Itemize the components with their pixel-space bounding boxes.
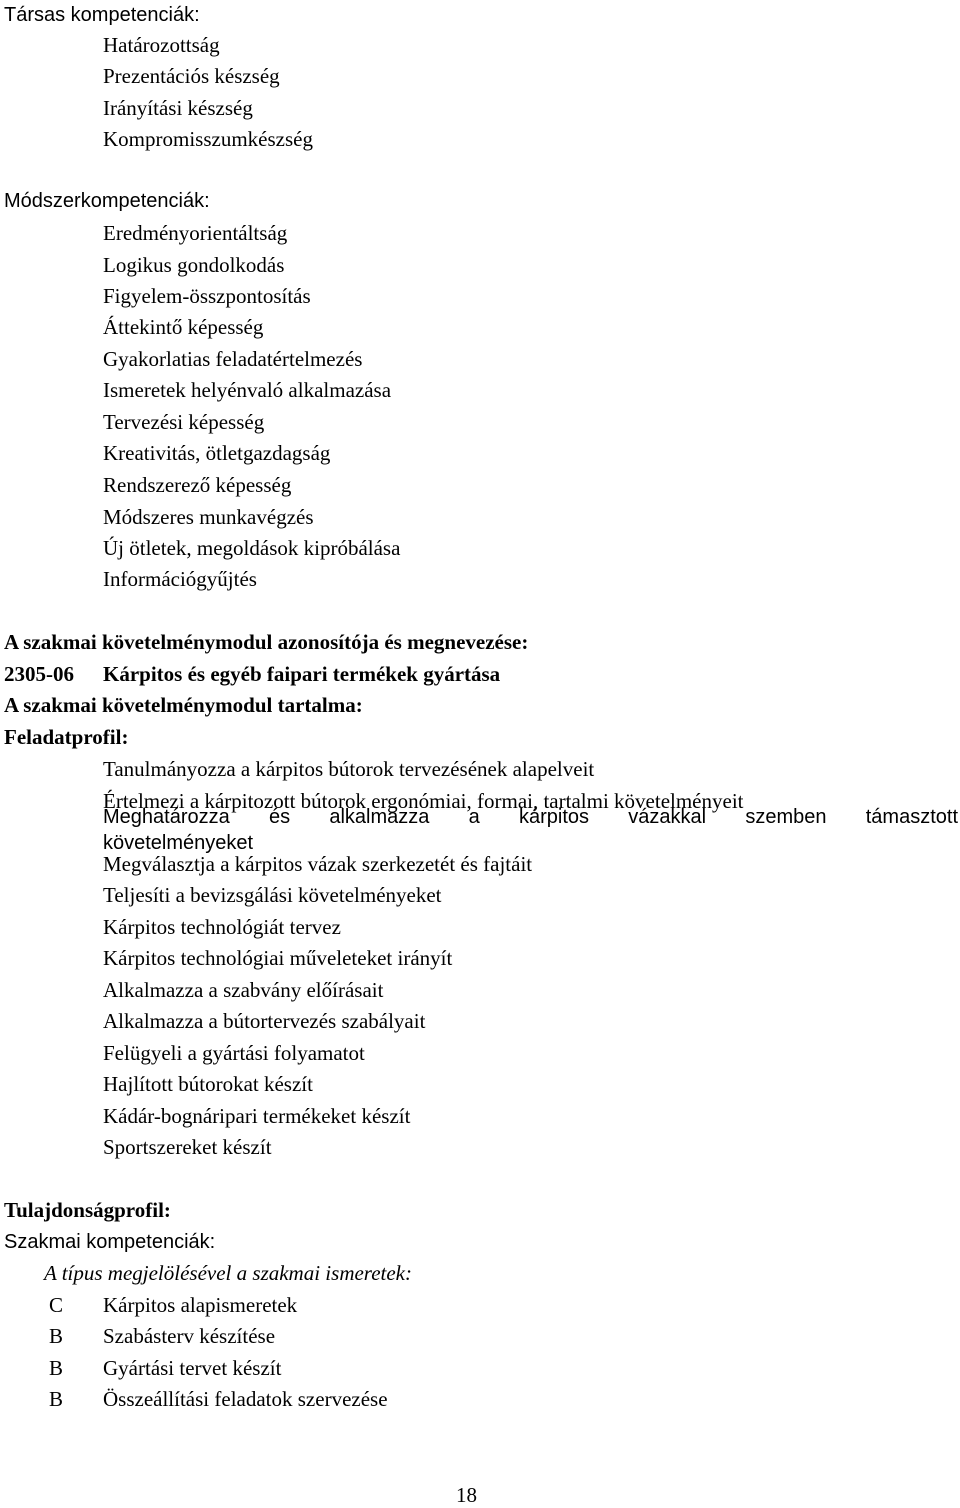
list-item: Alkalmazza a bútortervezés szabályait [103, 1009, 426, 1033]
modul-name: Kárpitos és egyéb faipari termékek gyártása [103, 662, 501, 686]
list-item: Sportszereket készít [103, 1135, 272, 1159]
list-item: Ismeretek helyénvaló alkalmazása [103, 378, 392, 402]
list-item: Gyakorlatias feladatértelmezés [103, 347, 363, 371]
type-heading: A típus megjelölésével a szakmai ismeretek: [44, 1261, 412, 1285]
tulajdonsag-heading: Tulajdonságprofil: [4, 1198, 171, 1222]
list-item: Figyelem-összpontosítás [103, 284, 311, 308]
type-marker: C [49, 1293, 64, 1317]
list-item: Információgyűjtés [103, 567, 257, 591]
modul-code: 2305-06 [4, 662, 74, 686]
list-item: Eredményorientáltság [103, 221, 288, 245]
list-item: Alkalmazza a szabvány előírásait [103, 978, 384, 1002]
list-item: Gyártási tervet készít [103, 1356, 282, 1380]
list-item: Teljesíti a bevizsgálási követelményeket [103, 883, 442, 907]
list-item: Kreativitás, ötletgazdagság [103, 441, 331, 465]
list-item: Rendszerező képesség [103, 473, 292, 497]
list-item: Kárpitos technológiai műveleteket irányít [103, 946, 453, 970]
list-item: Kompromisszumkészség [103, 127, 313, 151]
type-marker: B [49, 1356, 64, 1380]
list-item: Összeállítási feladatok szervezése [103, 1387, 388, 1411]
modszer-heading: Módszerkompetenciák: [4, 190, 210, 212]
list-item: Prezentációs készség [103, 64, 280, 88]
list-item: Kárpitos technológiát tervez [103, 915, 341, 939]
feladatprofil-heading: Feladatprofil: [4, 725, 129, 749]
list-item: Tanulmányozza a kárpitos bútorok tervezésének alapelveit [103, 757, 595, 781]
clipped-line: Meghatározza és alkalmazza a kárpitos vázakkal szemben támasztott [103, 806, 958, 828]
list-item: Kádár-bognáripari termékeket készít [103, 1104, 411, 1128]
list-item: Hajlított bútorokat készít [103, 1072, 313, 1096]
modul-id-heading: A szakmai követelménymodul azonosítója és megnevezése: [4, 630, 529, 654]
list-item: Értelmezi a kárpitozott bútorok ergonómiai, formai, tartalmi követelményeit [103, 789, 744, 813]
clipped-line-continuation: követelményeket [103, 832, 254, 854]
list-item: Módszeres munkavégzés [103, 505, 314, 529]
list-item: Felügyeli a gyártási folyamatot [103, 1041, 365, 1065]
szakmai-kompetenciak-heading: Szakmai kompetenciák: [4, 1231, 216, 1253]
list-item: Szabásterv készítése [103, 1324, 276, 1348]
list-item: Tervezési képesség [103, 410, 265, 434]
list-item: Új ötletek, megoldások kipróbálása [103, 536, 401, 560]
list-item: Irányítási készség [103, 96, 253, 120]
list-item: Logikus gondolkodás [103, 253, 285, 277]
tarsas-heading: Társas kompetenciák: [4, 4, 200, 26]
type-marker: B [49, 1387, 64, 1411]
clipped-text-box [103, 806, 958, 854]
page-number: 18 [456, 1483, 477, 1507]
type-marker: B [49, 1324, 64, 1348]
list-item: Határozottság [103, 33, 220, 57]
list-item: Áttekintő képesség [103, 315, 264, 339]
list-item: Kárpitos alapismeretek [103, 1293, 298, 1317]
list-item: Megválasztja a kárpitos vázak szerkezetét és fajtáit [103, 852, 533, 876]
modul-content-heading: A szakmai követelménymodul tartalma: [4, 693, 363, 717]
